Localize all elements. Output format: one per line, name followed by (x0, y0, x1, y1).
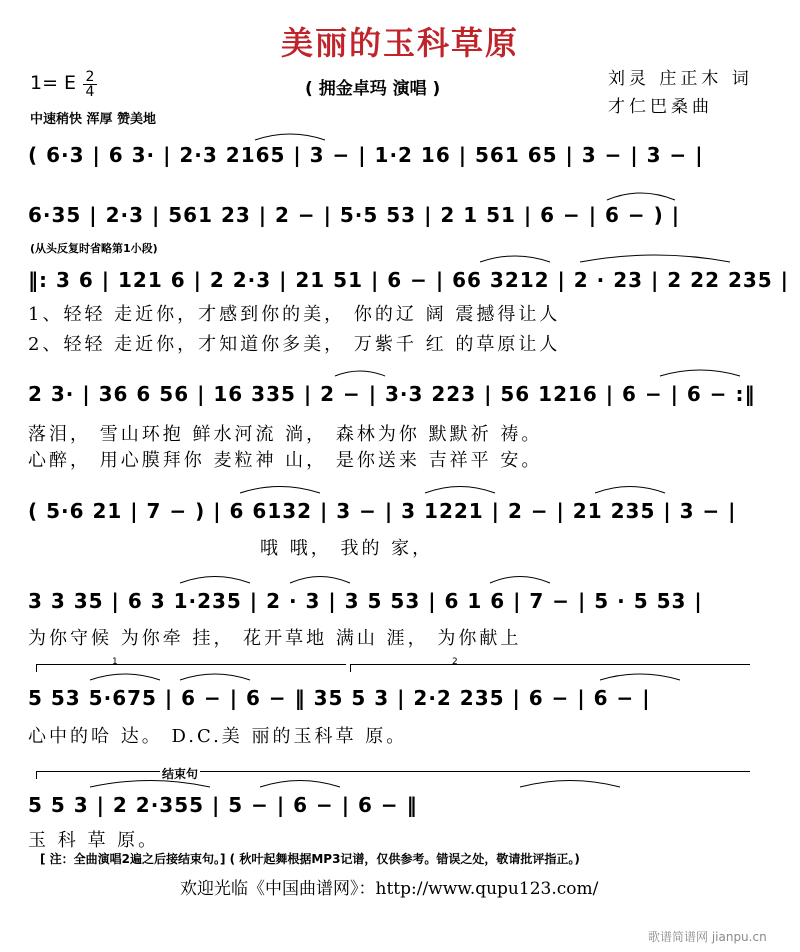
slur (660, 370, 740, 376)
score-row-1: ( 6·3 | 6 3· | 2·3 2165 | 3 − | 1·2 16 | 561 65 | 3 − | 3 − | (28, 143, 704, 167)
repeat-instruction: (从头反复时省略第1小段) (30, 242, 158, 255)
watermark: 歌谱简谱网 jianpu.cn (648, 930, 767, 944)
composer-credit: 才仁巴桑曲 (608, 97, 713, 117)
time-signature-top: 2 (83, 70, 97, 85)
score-row-7: 5 53 5·675 | 6 − | 6 − ‖ 35 5 3 | 2·2 235 | 6 − | 6 − | (28, 686, 651, 710)
score-row-5: ( 5·6 21 | 7 − ) | 6 6132 | 3 − | 3 1221 | 2 − | 21 235 | 3 − | (28, 499, 737, 523)
slur (335, 371, 385, 376)
time-signature-bottom: 4 (85, 84, 95, 100)
lyric-row-4-verse-2: 心醉， 用心膜拜你 麦粒神 山， 是你送来 吉祥平 安。 (28, 450, 543, 471)
slur (90, 674, 160, 680)
slur (180, 577, 250, 584)
slur (255, 134, 325, 140)
volta-1-number: 1 (112, 657, 118, 667)
lyric-row-3-verse-1: 1、轻轻 走近你，才感到你的美， 你的辽 阔 震撼得让人 (28, 304, 561, 325)
score-row-8: 5 5 3 | 2 2·355 | 5 − | 6 − | 6 − ‖ (28, 793, 418, 817)
key-signature: 1= E (30, 72, 77, 94)
volta-2-number: 2 (452, 657, 458, 667)
slur (595, 487, 665, 494)
slur (480, 256, 550, 262)
lyric-row-5: 哦 哦， 我的 家， (260, 538, 434, 559)
slur (607, 193, 675, 200)
song-title: 美丽的玉科草原 (280, 24, 519, 62)
lyric-row-4-verse-1: 落泪， 雪山环抱 鲜水河流 淌， 森林为你 默默祈 祷。 (28, 424, 543, 445)
lyricist-credit: 刘灵 庄正木 词 (608, 69, 753, 89)
slur (580, 255, 730, 262)
slur (290, 577, 350, 584)
score-row-4: 2 3· | 36 6 56 | 16 335 | 2 − | 3·3 223 | 56 1216 | 6 − | 6 − :‖ (28, 382, 756, 406)
slur (600, 674, 680, 680)
lyric-row-8: 玉 科 草 原。 (28, 830, 160, 851)
slur (240, 487, 320, 494)
score-row-2: 6·35 | 2·3 | 561 23 | 2 − | 5·5 53 | 2 1 51 | 6 − | 6 − ) | (28, 203, 681, 227)
slur (180, 674, 250, 680)
lyric-row-7: 心中的哈 达。 D.C.美 丽的玉科草 原。 (28, 726, 408, 747)
slur (425, 487, 495, 494)
performance-note: [ 注：全曲演唱2遍之后接结束句。] ( 秋叶起舞根据MP3记谱，仅供参考。错误之处，敬请批评指正。) (40, 852, 580, 866)
lyric-row-3-verse-2: 2、轻轻 走近你，才知道你多美， 万紫千 红 的草原让人 (28, 334, 561, 355)
site-welcome[interactable]: 欢迎光临《中国曲谱网》：http://www.qupu123.com/ (180, 879, 599, 899)
slur (90, 781, 210, 788)
slur (520, 781, 620, 788)
singer-credit: ( 拥金卓玛 演唱 ) (305, 79, 441, 99)
slur (490, 577, 550, 584)
score-row-6: 3 3 35 | 6 3 1·235 | 2 · 3 | 3 5 53 | 6 1 6 | 7 − | 5 · 5 53 | (28, 589, 703, 613)
lyric-row-6: 为你守候 为你牵 挂， 花开草地 满山 涯， 为你献上 (28, 628, 522, 649)
score-row-3: ‖: 3 6 | 121 6 | 2 2·3 | 21 51 | 6 − | 66 3212 | 2 · 23 | 2 22 235 | (28, 268, 789, 292)
slur (260, 781, 340, 788)
tempo-marking: 中速稍快 浑厚 赞美地 (30, 112, 157, 127)
ending-label: 结束句 (162, 767, 199, 781)
